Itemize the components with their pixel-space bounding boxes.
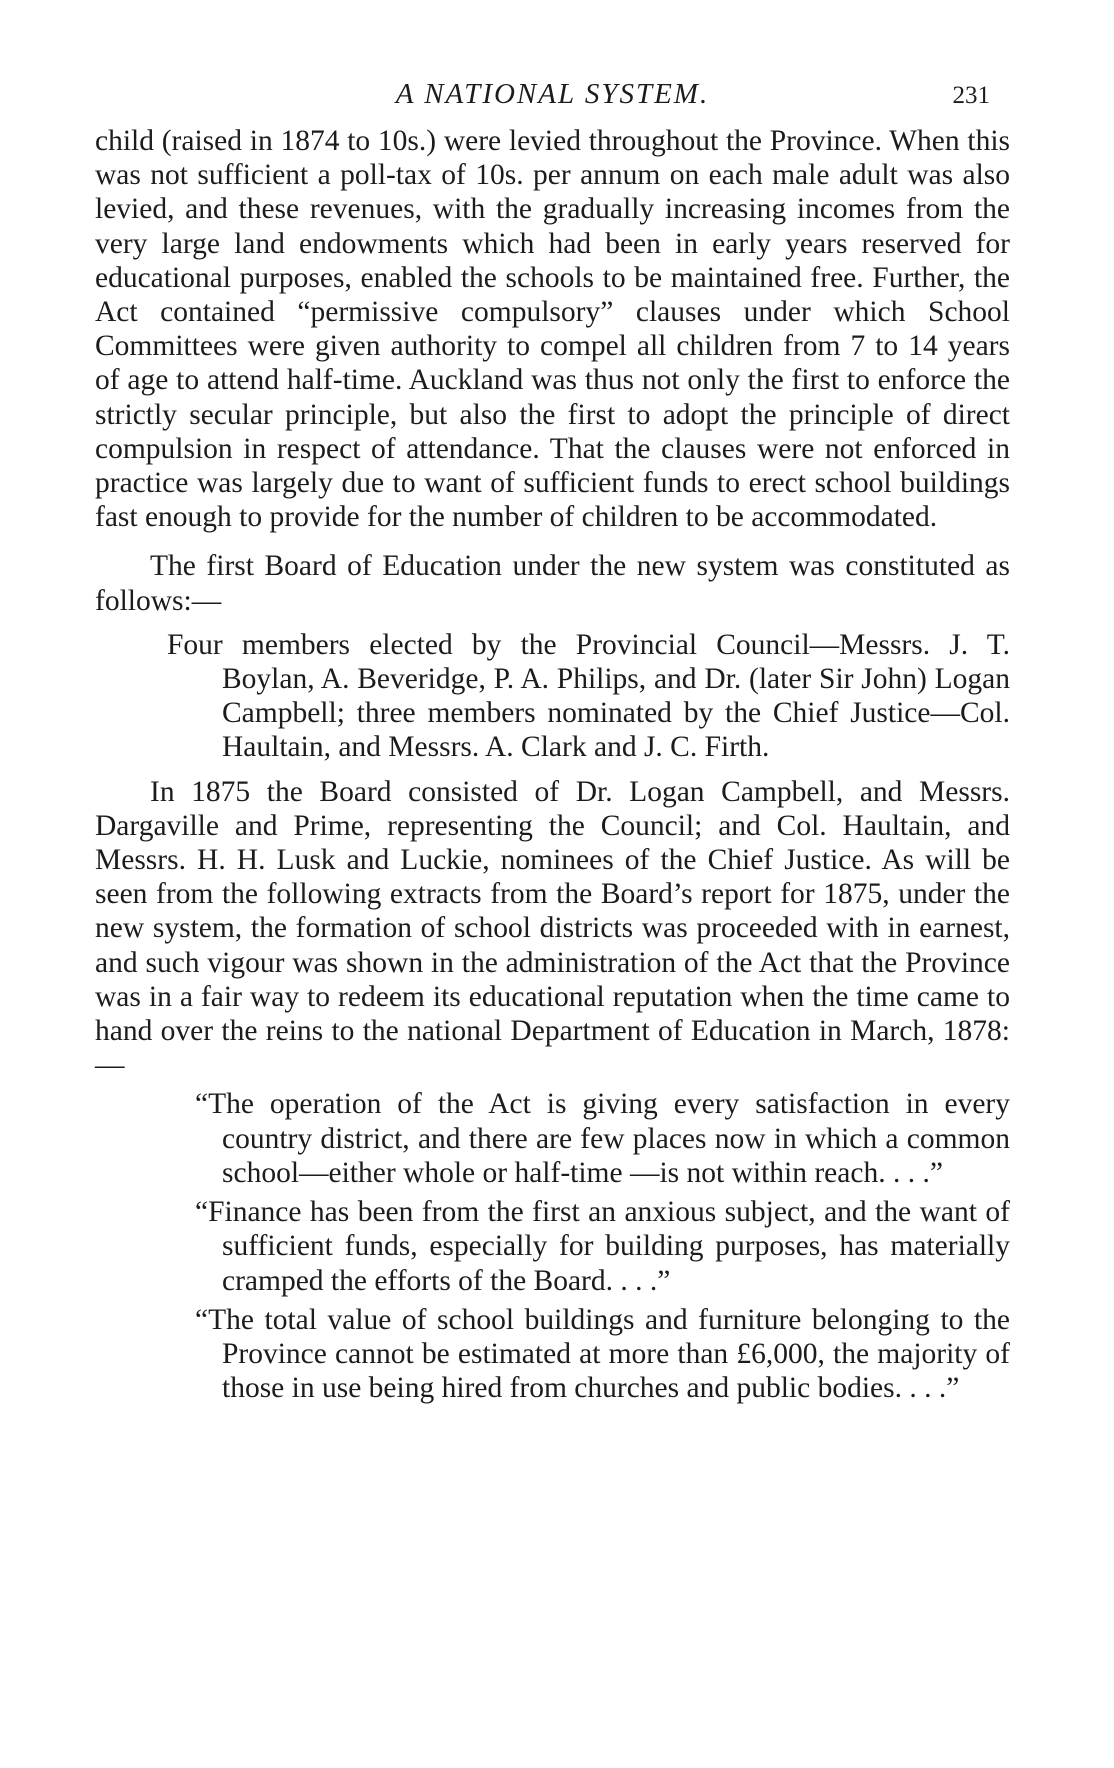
running-title: A NATIONAL SYSTEM. (395, 78, 710, 110)
page-number: 231 (952, 82, 990, 109)
page-header (95, 78, 1010, 124)
paragraph-board-1875: In 1875 the Board consisted of Dr. Logan Campbell, and Messrs. Dargaville and Prime, representing the Council; and Col. Haultain, and Messrs. H. H. Lusk and Luckie, nominees of the Chief Justice. As will be seen from the following extracts from the Board’s report for 1875, under the new system, the formation of school districts was proceeded with in earnest, and such vigour was shown in the administration of the Act that the Province was in a fair way to redeem its educational reputation when the time came to hand over the reins to the national Department of Education in March, 1878:— (95, 775, 1010, 1082)
paragraph-continued: child (raised in 1874 to 10s.) were levied throughout the Province. When this was not sufficient a poll-tax of 10s. per annum on each male adult was also levied, and these revenues, with the gradually increasing incomes from the very large land endowments which had been in early years reserved for educational purposes, enabled the schools to be maintained free. Further, the Act contained “permissive compulsory” clauses under which School Committees were given authority to compel all children from 7 to 14 years of age to attend half-time. Auckland was thus not only the first to enforce the strictly secular principle, but also the first to adopt the principle of direct compulsion in respect of attendance. That the clauses were not enforced in practice was largely due to want of sufficient funds to erect school buildings fast enough to provide for the number of children to be accommodated. (95, 125, 1010, 534)
paragraph-board-members: Four members elected by the Provincial Council—Messrs. J. T. Boylan, A. Beveridge, P. A. Philips, and Dr. (later Sir John) Logan Campbell; three members nominated by the Chief Justice—Col. Haultain, and Messrs. A. Clark and J. C. Firth. (167, 628, 1010, 764)
quote-finance: “Finance has been from the first an anxious subject, and the want of sufficient funds, especially for building purposes, has materially cramped the efforts of the Board. . . .” (195, 1196, 1010, 1297)
book-page (95, 78, 1010, 1405)
quote-total-value: “The total value of school buildings and furniture belonging to the Province cannot be estimated at more than £6,000, the majority of those in use being hired from churches and public bodies. . . .” (195, 1303, 1010, 1405)
paragraph-first-board: The first Board of Education under the new system was constituted as follows:— (95, 550, 1010, 617)
quote-operation: “The operation of the Act is giving every satisfaction in every country district, and there are few places now in which a common school—either whole or half-time —is not within reach. . . .” (195, 1088, 1010, 1189)
